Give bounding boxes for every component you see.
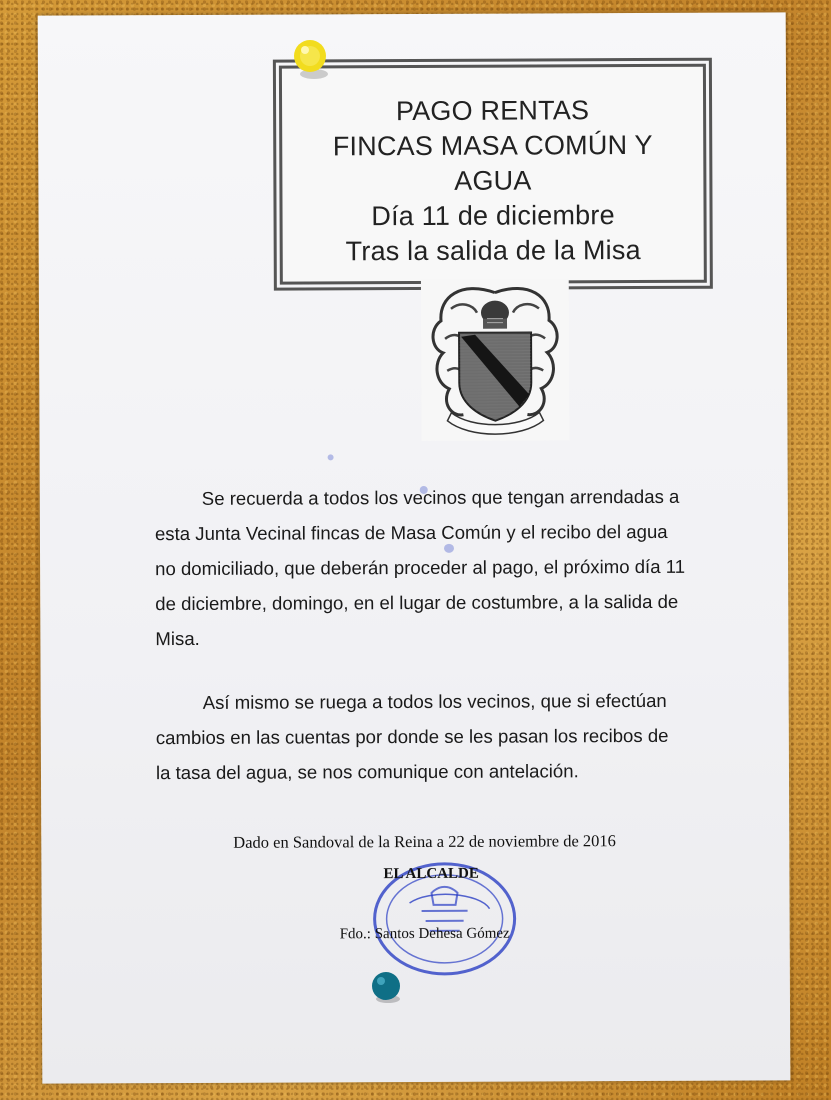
paragraph-line: esta Junta Vecinal fincas de Masa Común y el recibo del agua: [154, 520, 668, 545]
issued-date-line: Dado en Sandoval de la Reina a 22 de noviembre de 2016: [233, 831, 616, 852]
signature-line: Fdo.: Santos Dehesa Gómez: [339, 925, 510, 943]
paragraph-line: la tasa del agua, se nos comunique con antelación.: [155, 760, 579, 784]
paragraph-line: cambios en las cuentas por donde se les pasan los recibos de: [155, 724, 669, 749]
yellow-pushpin-icon: [290, 36, 334, 82]
paragraph-payment-reminder: [155, 479, 722, 656]
paragraph-line: Misa.: [155, 627, 200, 650]
coat-of-arms-icon: [421, 278, 570, 441]
title-line: PAGO RENTAS: [395, 95, 590, 127]
title-line: Día 11 de diciembre: [371, 200, 615, 232]
signatory-title: EL ALCALDE: [383, 865, 479, 883]
ink-smudge: [444, 544, 454, 553]
paragraph-line: de diciembre, domingo, en el lugar de costumbre, a la salida de: [155, 590, 679, 615]
paragraph-line: no domiciliado, que deberán proceder al pago, el próximo día 11: [155, 555, 686, 580]
title-line: Tras la salida de la Misa: [345, 235, 641, 267]
paragraph-account-changes: [156, 683, 722, 790]
ink-smudge: [328, 454, 334, 460]
notice-title-box: [279, 64, 707, 285]
ink-smudge: [420, 486, 428, 494]
title-line: FINCAS MASA COMÚN Y: [332, 129, 653, 162]
blue-pushpin-icon: [368, 968, 404, 1006]
paragraph-line: Se recuerda a todos los vecinos que tengan arrendadas a: [201, 485, 680, 509]
paragraph-line: Así mismo se ruega a todos los vecinos, que si efectúan: [202, 689, 667, 713]
notice-sheet: [38, 12, 791, 1083]
title-line: AGUA: [454, 165, 532, 196]
